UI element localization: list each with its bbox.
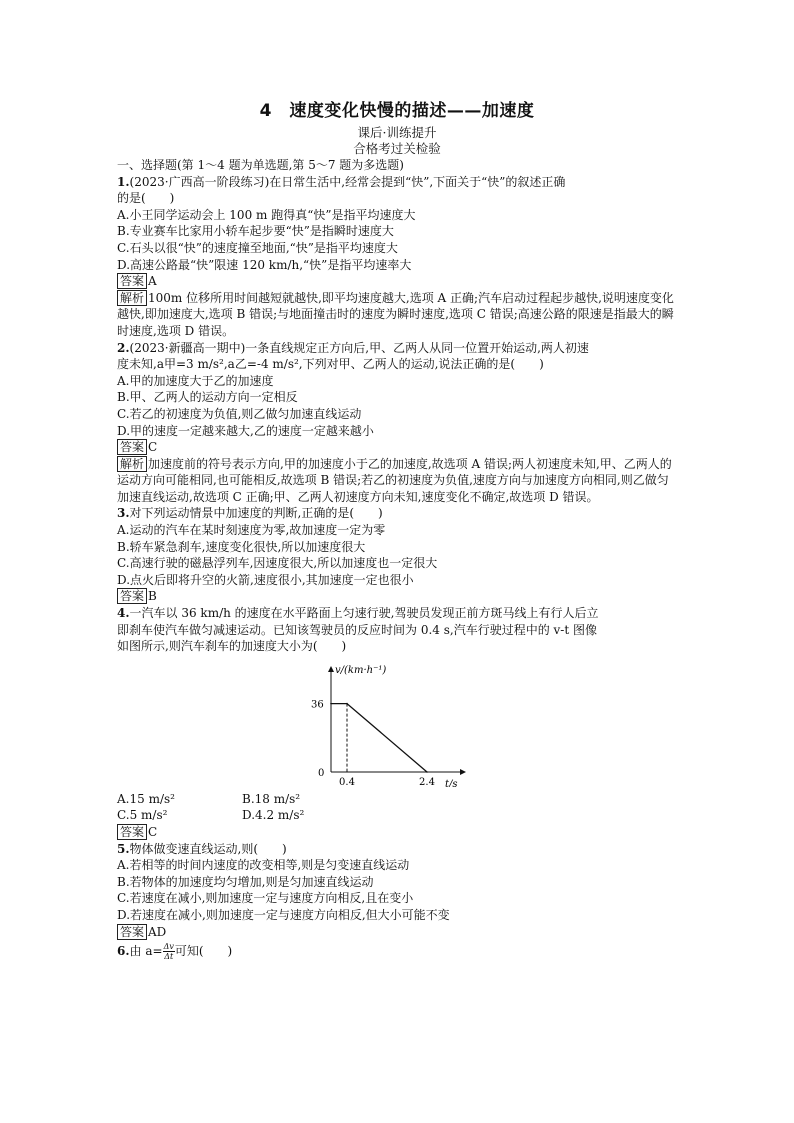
section-heading: 一、选择题(第 1〜4 题为单选题,第 5〜7 题为多选题) xyxy=(117,158,404,172)
question-3-answer: 答案 B xyxy=(117,588,677,605)
vt-graph xyxy=(307,657,677,791)
question-1-answer: 答案 A xyxy=(117,273,677,290)
velocity-series xyxy=(330,703,428,773)
question-5-option-b: B.若物体的加速度均匀增加,则是匀加速直线运动 xyxy=(117,874,374,889)
question-6-stem: 6.由 a= $\frac{\Delta v}{\Delta t}$ 可知( ) xyxy=(117,942,233,962)
y-axis-label: v/(km·h⁻¹) xyxy=(335,664,387,676)
x-tick-label-0: 0.4 xyxy=(339,776,355,787)
lesson-title: 4 速度变化快慢的描述——加速度 xyxy=(259,101,535,121)
question-4-option-c: C.5 m/s² xyxy=(117,808,168,823)
question-number: 3. xyxy=(117,506,130,521)
question-3-option-c: C.高速行驶的磁悬浮列车,因速度很大,所以加速度也一定很大 xyxy=(117,556,438,571)
question-number: 1. xyxy=(117,174,130,189)
question-number: 2. xyxy=(117,340,130,355)
question-5-option-a: A.若相等的时间内速度的改变相等,则是匀变速直线运动 xyxy=(117,858,410,873)
question-4-options-row-1 xyxy=(117,791,677,808)
question-2-option-c: C.若乙的初速度为负值,则乙做匀加速直线运动 xyxy=(117,406,362,421)
question-4-stem: 4.一汽车以 36 km/h 的速度在水平路面上匀速行驶,驾驶员发现正前方斑马线上有行人后立 xyxy=(117,606,599,621)
question-3-option-b: B.轿车紧急刹车,速度变化很快,所以加速度很大 xyxy=(117,539,366,554)
question-4-option-d: D.4.2 m/s² xyxy=(242,808,305,823)
question-4-answer: 答案 C xyxy=(117,824,677,841)
worksheet-page xyxy=(117,96,677,961)
question-5-answer: 答案 AD xyxy=(117,924,677,941)
answer-tag: 答案 xyxy=(117,824,147,840)
data-point xyxy=(346,703,348,705)
data-point xyxy=(330,703,332,705)
question-5-option-c: C.若速度在减小,则加速度一定与速度方向相反,且在变小 xyxy=(117,891,414,906)
question-number: 5. xyxy=(117,841,130,856)
vt-graph-svg xyxy=(307,657,477,787)
question-1-stem: 1.(2023·广西高一阶段练习)在日常生活中,经常会提到“快”,下面关于“快”的叙述正确 xyxy=(117,174,566,189)
fraction: $\frac{\Delta v}{\Delta t}$ xyxy=(163,942,174,962)
question-5-option-d: D.若速度在减小,则加速度一定与速度方向相反,但大小可能不变 xyxy=(117,907,450,922)
y-tick-label: 36 xyxy=(311,699,324,711)
question-2-option-a: A.甲的加速度大于乙的加速度 xyxy=(117,373,274,388)
x-tick-label-1: 2.4 xyxy=(419,776,435,787)
analysis-tag: 解析 xyxy=(117,290,147,306)
answer-tag: 答案 xyxy=(117,924,147,940)
question-4-options-row-2 xyxy=(117,807,677,824)
answer-tag: 答案 xyxy=(117,273,147,289)
question-1-option-d: D.高速公路最“快”限速 120 km/h,“快”是指平均速率大 xyxy=(117,257,412,272)
question-2-stem: 2.(2023·新疆高一期中)一条直线规定正方向后,甲、乙两人从同一位置开始运动,两人初速 xyxy=(117,340,589,355)
question-2-analysis: 解析 加速度前的符号表示方向,甲的加速度小于乙的加速度,故选项 A 错误;两人初速度未知,甲、乙两人的运动方向可能相同,也可能相反,故选项 B 错误;若乙的初速度为负值,速度方向与加速度方向相同,则乙做匀加速直线运动,故选项 C 正确;甲、乙两人初速度方向未知,速度变化不确定,故选项 D 错误。 xyxy=(117,456,672,504)
x-axis-label: t/s xyxy=(445,778,458,787)
question-number: 4. xyxy=(117,606,130,621)
question-2-stem-cont: 度未知,a甲=3 m/s²,a乙=-4 m/s²,下列对甲、乙两人的运动,说法正确的是( ) xyxy=(117,357,544,372)
answer-tag: 答案 xyxy=(117,588,147,604)
question-2-option-b: B.甲、乙两人的运动方向一定相反 xyxy=(117,390,298,405)
subtitle-qualification: 合格考过关检验 xyxy=(353,141,441,156)
data-point xyxy=(426,771,428,773)
question-3-option-d: D.点火后即将升空的火箭,速度很小,其加速度一定也很小 xyxy=(117,572,414,587)
question-3-option-a: A.运动的汽车在某时刻速度为零,故加速度一定为零 xyxy=(117,523,386,538)
question-4-stem-cont2: 如图所示,则汽车刹车的加速度大小为( ) xyxy=(117,639,347,654)
question-3-stem: 3.对下列运动情景中加速度的判断,正确的是( ) xyxy=(117,506,383,521)
question-2-option-d: D.甲的速度一定越来越大,乙的速度一定越来越小 xyxy=(117,423,374,438)
question-5-stem: 5.物体做变速直线运动,则( ) xyxy=(117,841,287,856)
question-number: 6. xyxy=(117,944,130,959)
question-4-option-b: B.18 m/s² xyxy=(242,791,301,806)
question-1-analysis: 解析 100m 位移所用时间越短就越快,即平均速度越大,选项 A 正确;汽车启动过程起步越快,说明速度变化越快,即加速度大,选项 B 错误;与地面撞击时的速度为瞬时速度,选项 C 错误;高速公路的限速是指最大的瞬时速度,选项 D 错误。 xyxy=(117,290,674,338)
velocity-line xyxy=(331,703,427,771)
question-1-option-a: A.小王同学运动会上 100 m 跑得真“快”是指平均速度大 xyxy=(117,207,416,222)
question-1-option-c: C.石头以很“快”的速度撞至地面,“快”是指平均速度大 xyxy=(117,240,398,255)
origin-label: 0 xyxy=(318,767,325,779)
question-1-option-b: B.专业赛车比家用小轿车起步要“快”是指瞬时速度大 xyxy=(117,224,394,239)
question-1-stem-cont: 的是( ) xyxy=(117,191,175,206)
analysis-tag: 解析 xyxy=(117,456,147,472)
question-4-option-a: A.15 m/s² xyxy=(117,791,175,806)
question-4-stem-cont: 即刹车使汽车做匀减速运动。已知该驾驶员的反应时间为 0.4 s,汽车行驶过程中的 v-t 图像 xyxy=(117,622,597,637)
subtitle-after-class: 课后·训练提升 xyxy=(357,125,437,140)
answer-tag: 答案 xyxy=(117,439,147,455)
question-2-answer: 答案 C xyxy=(117,439,677,456)
